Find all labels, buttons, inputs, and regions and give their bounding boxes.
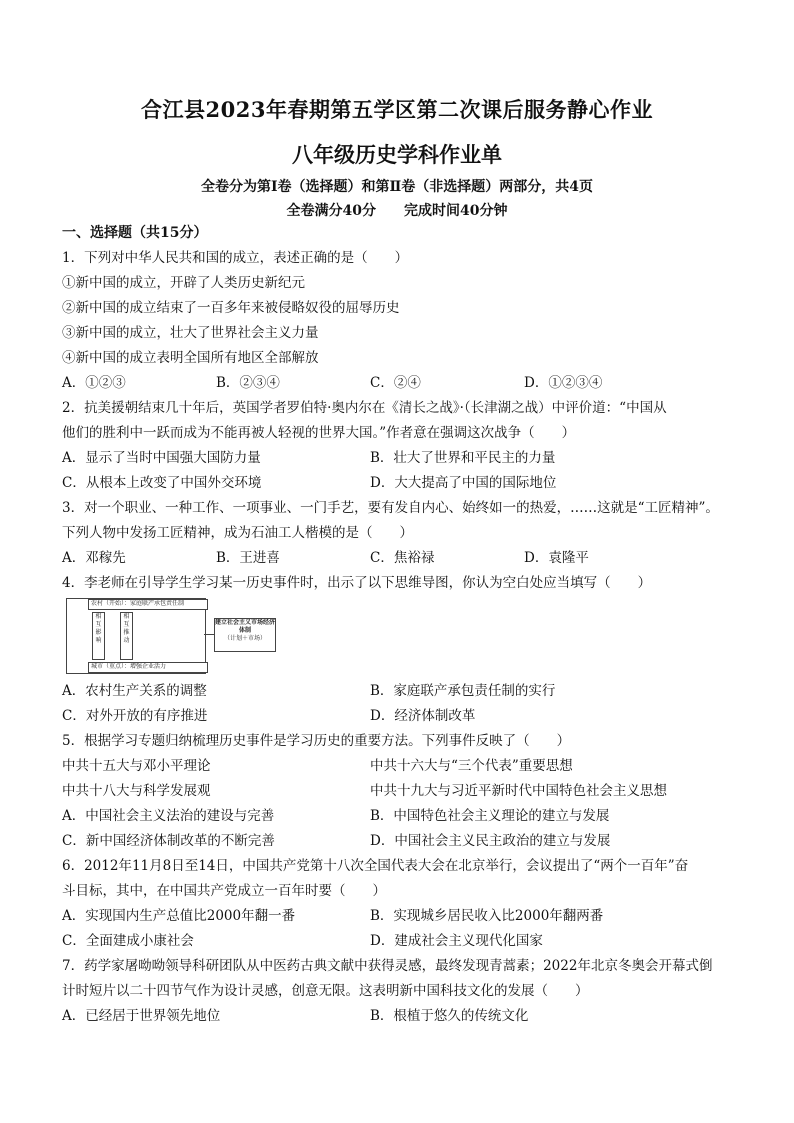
question-7-stem: 7．药学家屠呦呦领导科研团队从中医药古典文献中获得灵感，最终发现青蒿素；2022年北京冬奥会开幕式倒 [62, 958, 713, 974]
question-3-option-c: C．焦裕禄 [370, 550, 435, 566]
question-1-statement: ③新中国的成立，壮大了世界社会主义力量 [62, 325, 319, 341]
question-3-option-d: D．袁隆平 [524, 550, 589, 566]
question-6-option-c: C．全面建成小康社会 [62, 933, 194, 949]
exam-subtitle: 八年级历史学科作业单 [292, 142, 502, 167]
question-4-stem: 4．李老师在引导学生学习某一历史事件时，出示了以下思维导图，你认为空白处应当填写（ ） [62, 575, 652, 591]
mind-map-urban-node: 城市（重点）：增强企业活力 [88, 662, 208, 673]
question-3-option-b: B．王进喜 [216, 550, 280, 566]
question-6-stem: 6．2012年11月8日至14日，中国共产党第十八次全国代表大会在北京举行，会议提出了“两个一百年”奋 [62, 858, 689, 874]
question-2-stem: 2．抗美援朝结束几十年后，英国学者罗伯特·奥内尔在《清长之战》·（长津湖之战）中评价道：“中国从 [62, 400, 667, 416]
question-7-stem: 计时短片以二十四节气作为设计灵感，创意无限。这表明新中国科技文化的发展（ ） [62, 983, 589, 999]
question-5-pair: 中共十五大与邓小平理论 [62, 758, 211, 774]
question-5-option-a: A．中国社会主义法治的建设与完善 [62, 808, 275, 824]
question-5-option-b: B．中国特色社会主义理论的建立与发展 [370, 808, 610, 824]
question-1-statement: ②新中国的成立结束了一百多年来被侵略奴役的屈辱历史 [62, 300, 400, 316]
question-2-stem: 他们的胜利中一跃而成为不能再被人轻视的世界大国。”作者意在强调这次战争（ ） [62, 425, 576, 441]
question-6-option-d: D．建成社会主义现代化国家 [370, 933, 543, 949]
question-2-option-a: A．显示了当时中国强大国防力量 [62, 450, 261, 466]
question-4-option-b: B．家庭联产承包责任制的实行 [370, 683, 556, 699]
question-2-option-d: D．大大提高了中国的国际地位 [370, 475, 557, 491]
question-3-option-a: A．邓稼先 [62, 550, 126, 566]
question-5-pair: 中共十六大与“三个代表”重要思想 [370, 758, 573, 774]
question-1-option-c: C．②④ [370, 375, 421, 391]
mind-map-rural-node: 农村（开始）：家庭联产承包责任制 [88, 599, 208, 610]
question-4-option-a: A．农村生产关系的调整 [62, 683, 207, 699]
mind-map-target-note: （计划＋市场） [223, 635, 266, 642]
question-5-pair: 中共十八大与科学发展观 [62, 783, 211, 799]
mind-map-diagram [66, 598, 278, 674]
question-1-option-b: B．②③④ [216, 375, 280, 391]
question-6-option-a: A．实现国内生产总值比2000年翻一番 [62, 908, 296, 924]
question-6-stem: 斗目标，其中，在中国共产党成立一百年时要（ ） [62, 883, 386, 899]
mind-map-target-node [214, 618, 276, 652]
question-4-option-c: C．对外开放的有序推进 [62, 708, 208, 724]
question-1-option-d: D．①②③④ [524, 375, 603, 391]
mind-map-mutual-promotion: 相互推动 [120, 612, 133, 660]
question-3-stem: 下列人物中发扬工匠精神，成为石油工人楷模的是（ ） [62, 525, 413, 541]
question-2-option-b: B．壮大了世界和平民主的力量 [370, 450, 556, 466]
question-1-stem: 1．下列对中华人民共和国的成立，表述正确的是（ ） [62, 250, 409, 266]
question-5-option-d: D．中国社会主义民主政治的建立与发展 [370, 833, 611, 849]
exam-title: 合江县2023年春期第五学区第二次课后服务静心作业 [141, 97, 653, 122]
question-1-statement: ①新中国的成立，开辟了人类历史新纪元 [62, 275, 305, 291]
section-heading: 一、选择题（共15分） [62, 225, 208, 241]
question-3-stem: 3．对一个职业、一种工作、一项事业、一门手艺，要有发自内心、始终如一的热爱，……这就是“工匠精神”。 [62, 500, 719, 516]
question-4-option-d: D．经济体制改革 [370, 708, 476, 724]
question-5-stem: 5．根据学习专题归纳梳理历史事件是学习历史的重要方法。下列事件反映了（ ） [62, 733, 571, 749]
question-5-option-c: C．新中国经济体制改革的不断完善 [62, 833, 275, 849]
question-5-pair: 中共十九大与习近平新时代中国特色社会主义思想 [370, 783, 667, 799]
question-7-option-b: B．根植于悠久的传统文化 [370, 1008, 529, 1024]
question-1-option-a: A．①②③ [62, 375, 126, 391]
mind-map-connector [204, 634, 214, 635]
mind-map-mutual-influence: 相互影响 [92, 612, 105, 660]
mind-map-target-text: 建立社会主义市场经济体制 [215, 619, 276, 634]
question-7-option-a: A．已经居于世界领先地位 [62, 1008, 221, 1024]
exam-structure-info: 全卷分为第Ⅰ卷（选择题）和第Ⅱ卷（非选择题）两部分，共4页 [200, 179, 594, 195]
question-6-option-b: B．实现城乡居民收入比2000年翻两番 [370, 908, 604, 924]
question-2-option-c: C．从根本上改变了中国外交环境 [62, 475, 262, 491]
exam-score-time-info: 全卷满分40分 完成时间40分钟 [286, 203, 508, 219]
question-1-statement: ④新中国的成立表明全国所有地区全部解放 [62, 350, 319, 366]
